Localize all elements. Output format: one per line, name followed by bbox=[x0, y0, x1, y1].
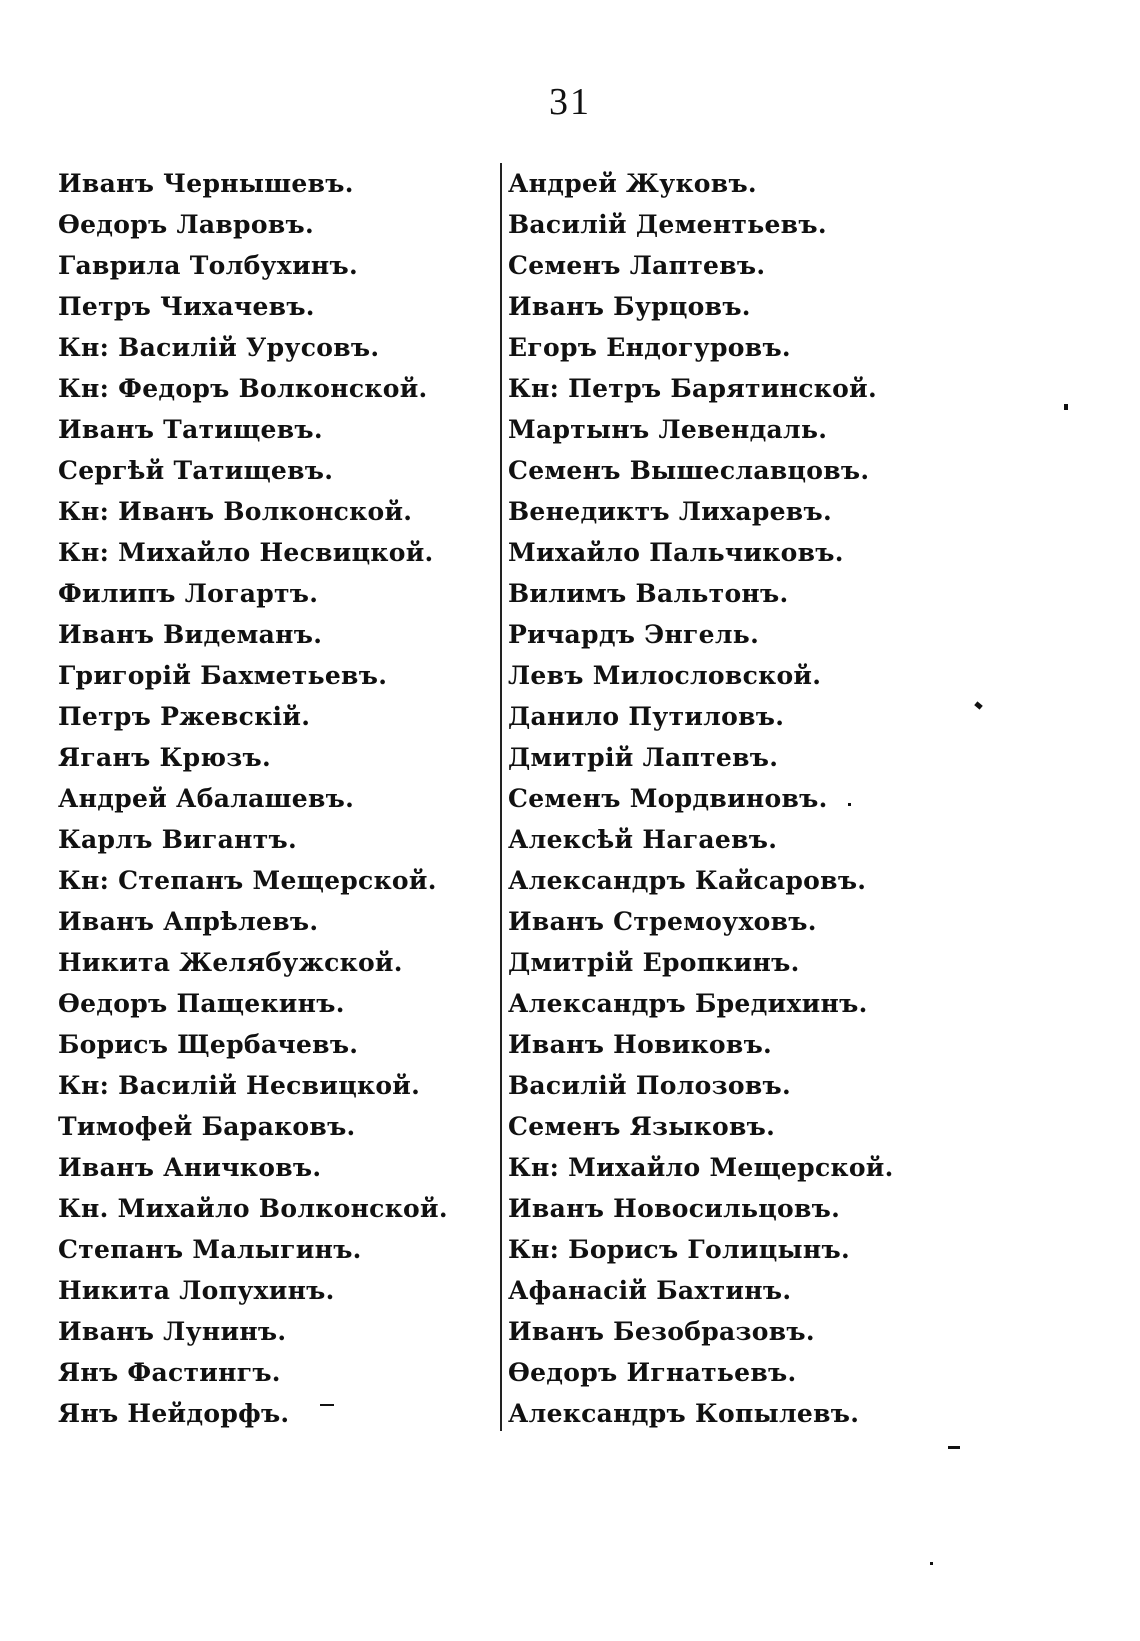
name-entry: Кн: Василій Урусовъ. bbox=[58, 333, 380, 362]
name-entry: Егоръ Ендогуровъ. bbox=[508, 333, 791, 362]
name-entry: Петръ Ржевскій. bbox=[58, 702, 311, 731]
name-entry: Иванъ Видеманъ. bbox=[58, 620, 323, 649]
name-entry: Янъ Фастингъ. bbox=[58, 1358, 281, 1387]
name-entry: Сергѣй Татищевъ. bbox=[58, 456, 334, 485]
name-entry: Тимофей Бараковъ. bbox=[58, 1112, 356, 1141]
name-entry: Алексѣй Нагаевъ. bbox=[508, 825, 778, 854]
name-entry: Кн. Михайло Волконской. bbox=[58, 1194, 448, 1223]
print-speck bbox=[1064, 404, 1068, 410]
name-entry: Степанъ Малыгинъ. bbox=[58, 1235, 362, 1264]
name-entry: Александръ Копылевъ. bbox=[508, 1399, 860, 1428]
name-entry: Иванъ Бурцовъ. bbox=[508, 292, 751, 321]
name-entry: Кн: Василій Несвицкой. bbox=[58, 1071, 421, 1100]
name-entry: Никита Желябужской. bbox=[58, 948, 403, 977]
name-entry: Гаврила Толбухинъ. bbox=[58, 251, 358, 280]
name-entry: Иванъ Лунинъ. bbox=[58, 1317, 287, 1346]
name-entry: Карлъ Вигантъ. bbox=[58, 825, 297, 854]
print-speck bbox=[930, 1562, 933, 1565]
name-entry: Кн: Федоръ Волконской. bbox=[58, 374, 428, 403]
name-entry: Василій Полозовъ. bbox=[508, 1071, 792, 1100]
name-entry: Левъ Милословской. bbox=[508, 661, 822, 690]
name-entry: Семенъ Лаптевъ. bbox=[508, 251, 766, 280]
name-entry: Филипъ Логартъ. bbox=[58, 579, 319, 608]
name-entry: Кн: Иванъ Волконской. bbox=[58, 497, 413, 526]
name-entry: Венедиктъ Лихаревъ. bbox=[508, 497, 832, 526]
name-entry: Михайло Пальчиковъ. bbox=[508, 538, 844, 567]
name-entry: Кн: Михайло Несвицкой. bbox=[58, 538, 434, 567]
name-entry: Григорій Бахметьевъ. bbox=[58, 661, 388, 690]
name-entry: Никита Лопухинъ. bbox=[58, 1276, 335, 1305]
name-entry: Иванъ Новиковъ. bbox=[508, 1030, 773, 1059]
name-entry: Дмитрій Лаптевъ. bbox=[508, 743, 779, 772]
name-entry: Иванъ Стремоуховъ. bbox=[508, 907, 817, 936]
name-entry: Иванъ Апрѣлевъ. bbox=[58, 907, 319, 936]
names-column-right bbox=[508, 163, 978, 1434]
print-speck bbox=[948, 1446, 960, 1449]
name-entry: Иванъ Татищевъ. bbox=[58, 415, 323, 444]
name-entry: Василій Дементьевъ. bbox=[508, 210, 827, 239]
name-entry: Яганъ Крюзъ. bbox=[58, 743, 272, 772]
print-speck bbox=[320, 1404, 334, 1406]
name-entry: Данило Путиловъ. bbox=[508, 702, 785, 731]
name-entry: Ѳедоръ Игнатьевъ. bbox=[508, 1358, 797, 1387]
name-entry: Иванъ Безобразовъ. bbox=[508, 1317, 815, 1346]
name-entry: Мартынъ Левендаль. bbox=[508, 415, 828, 444]
name-entry: Семенъ Языковъ. bbox=[508, 1112, 776, 1141]
name-entry: Ричардъ Энгель. bbox=[508, 620, 760, 649]
name-entry: Дмитрій Еропкинъ. bbox=[508, 948, 800, 977]
name-entry: Кн: Петръ Барятинской. bbox=[508, 374, 877, 403]
name-entry: Иванъ Новосильцовъ. bbox=[508, 1194, 841, 1223]
name-entry: Андрей Абалашевъ. bbox=[58, 784, 355, 813]
name-entry: Кн: Михайло Мещерской. bbox=[508, 1153, 894, 1182]
name-entry: Ѳедоръ Лавровъ. bbox=[58, 210, 314, 239]
name-entry: Иванъ Аничковъ. bbox=[58, 1153, 322, 1182]
column-divider bbox=[500, 163, 502, 1431]
names-column-left bbox=[58, 163, 498, 1434]
name-entry: Кн: Борисъ Голицынъ. bbox=[508, 1235, 850, 1264]
name-entry: Андрей Жуковъ. bbox=[508, 169, 757, 198]
name-entry: Александръ Кайсаровъ. bbox=[508, 866, 867, 895]
name-entry: Семенъ Вышеславцовъ. bbox=[508, 456, 870, 485]
name-entry: Семенъ Мордвиновъ. bbox=[508, 784, 828, 813]
name-entry: Александръ Бредихинъ. bbox=[508, 989, 868, 1018]
name-entry: Янъ Нейдорфъ. bbox=[58, 1399, 290, 1428]
name-entry: Афанасій Бахтинъ. bbox=[508, 1276, 792, 1305]
name-entry: Борисъ Щербачевъ. bbox=[58, 1030, 359, 1059]
name-entry: Ѳедоръ Пащекинъ. bbox=[58, 989, 345, 1018]
page-number: 31 bbox=[549, 81, 591, 123]
name-entry: Кн: Степанъ Мещерской. bbox=[58, 866, 437, 895]
name-entry: Иванъ Чернышевъ. bbox=[58, 169, 354, 198]
name-entry: Вилимъ Вальтонъ. bbox=[508, 579, 789, 608]
print-speck bbox=[848, 803, 851, 806]
name-entry: Петръ Чихачевъ. bbox=[58, 292, 315, 321]
